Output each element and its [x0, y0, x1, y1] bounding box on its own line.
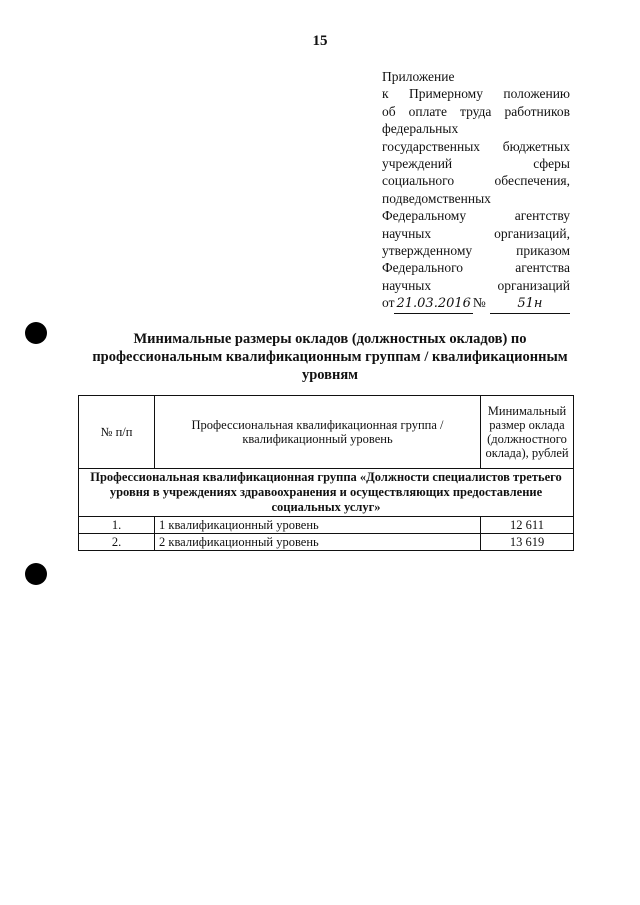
- row-salary: 13 619: [481, 534, 574, 551]
- header-min-salary: Минимальный размер оклада (должностного оклада), рублей: [481, 396, 574, 469]
- row-num: 1.: [79, 517, 155, 534]
- appendix-line: Приложение: [382, 69, 455, 84]
- page-number: 15: [312, 33, 328, 49]
- group-title-row: [79, 469, 574, 517]
- handwritten-date: 21.03.2016: [394, 295, 472, 313]
- document-title: Минимальные размеры окладов (должностных окладов) по профессиональным квалификационным группам / квалификационным уровням: [92, 331, 568, 383]
- salary-table: [78, 395, 574, 551]
- row-level: 1 квалификационный уровень: [155, 517, 481, 534]
- appendix-block: [382, 68, 570, 314]
- header-group: Профессиональная квалификационная группа / квалификационный уровень: [155, 396, 481, 469]
- appendix-line: Федеральному агентству: [382, 208, 570, 224]
- appendix-line: учреждений сферы: [382, 156, 570, 172]
- appendix-line: подведомственных: [382, 190, 491, 206]
- table-header-row: [79, 396, 574, 469]
- table-row: [79, 534, 574, 551]
- handwritten-order-number: 51н: [490, 295, 570, 313]
- number-label: №: [472, 295, 486, 311]
- date-prefix: от: [382, 295, 395, 311]
- appendix-line: научных организаций,: [382, 225, 570, 241]
- group-title: Профессиональная квалификационная группа «Должности специалистов третьего уровня в учреждениях здравоохранения и осуществляющих предоставление социальных услуг»: [79, 469, 574, 517]
- header-num: № п/п: [79, 396, 155, 469]
- order-date-line: [382, 294, 570, 313]
- appendix-line: к Примерному положению: [382, 86, 570, 102]
- punch-hole-icon: [25, 322, 47, 344]
- appendix-line: федеральных: [382, 121, 459, 137]
- row-level: 2 квалификационный уровень: [155, 534, 481, 551]
- appendix-line: утвержденному приказом: [382, 243, 570, 259]
- appendix-line: научных организаций: [382, 277, 570, 293]
- row-salary: 12 611: [481, 517, 574, 534]
- table-row: [79, 517, 574, 534]
- punch-hole-icon: [25, 563, 47, 585]
- appendix-line: Федерального агентства: [382, 260, 570, 276]
- appendix-line: об оплате труда работников: [382, 103, 570, 119]
- appendix-line: государственных бюджетных: [382, 138, 570, 154]
- row-num: 2.: [79, 534, 155, 551]
- appendix-line: социального обеспечения,: [382, 173, 570, 189]
